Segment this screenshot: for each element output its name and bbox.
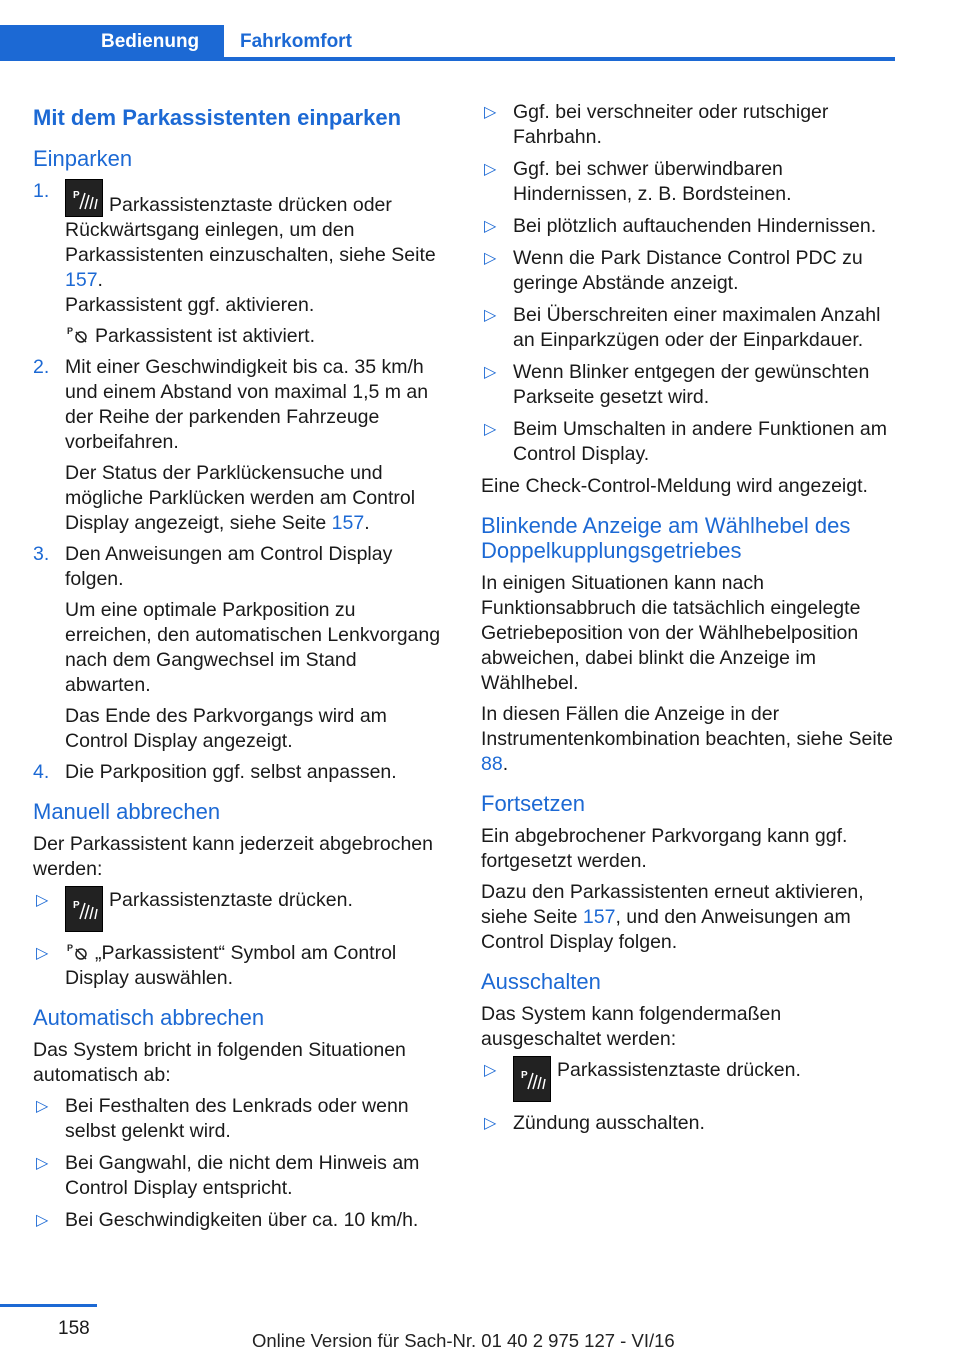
- triangle-bullet-icon: ▷: [484, 104, 497, 121]
- list-item: ▷ Wenn Blinker entgegen der gewünschten Parkseite gesetzt wird.: [484, 361, 870, 408]
- list-item: ▷ Beim Umschalten in andere Funktionen am Control Display.: [484, 418, 887, 465]
- tab-bedienung[interactable]: [0, 25, 224, 61]
- fortsetzen-p2: Dazu den Parkassistenten erneut aktivieren, siehe Seite 157, und den Anweisungen am Control Display folgen.: [481, 881, 864, 953]
- step-3-sub1: Um eine optimale Parkposition zu erreichen, den automatischen Lenkvorgang nach dem Gangwechsel im Stand abwarten.: [65, 599, 441, 696]
- header-rule: [224, 57, 895, 61]
- aus-intro: Das System kann folgendermaßen ausgeschaltet werden:: [481, 1003, 782, 1050]
- blinkend-p2: In diesen Fällen die Anzeige in der Instrumentenkombination beachten, siehe Seite 88.: [481, 703, 893, 775]
- step-number: 3.: [33, 543, 50, 565]
- list-item: ▷ Ggf. bei schwer überwindbaren Hindernissen, z. B. Bordsteinen.: [484, 158, 792, 205]
- list-item: ▷ Bei Überschreiten einer maximalen Anzahl an Einparkzügen oder der Einparkdauer.: [484, 304, 881, 351]
- step-1-line2: Parkassistent ggf. aktivieren.: [65, 294, 315, 316]
- step-2-sub: Der Status der Parklückensuche und mögliche Parklücken werden am Control Display angezeigt, siehe Seite 157.: [65, 462, 416, 534]
- list-item: ▷ Bei Gangwahl, die nicht dem Hinweis am Control Display entspricht.: [36, 1152, 420, 1199]
- park-assist-symbol-icon: [65, 942, 91, 962]
- step-1: 1. P Parkassistenztaste drücken oder Rückwärtsgang einlegen, um den Parkassistenten einzuschalten, siehe Seite 157. Parkassistent ggf. aktivieren. P Parkassistent ist aktiviert.: [33, 179, 445, 349]
- section-blinkend-heading: Blinkende Anzeige am Wählhebel des Doppelkupplungsgetriebes: [481, 513, 851, 563]
- right-column: [481, 100, 896, 1143]
- page-link[interactable]: 157: [65, 269, 98, 291]
- park-assist-button-icon: [513, 1056, 551, 1102]
- list-item: ▷ Bei plötzlich auftauchenden Hindernissen.: [484, 215, 877, 237]
- svg-text:P: P: [521, 1070, 528, 1081]
- step-3-sub2: Das Ende des Parkvorgangs wird am Control Display angezeigt.: [65, 705, 387, 752]
- triangle-bullet-icon: ▷: [36, 1212, 49, 1229]
- triangle-bullet-icon: ▷: [484, 1062, 497, 1079]
- online-version-footer: Online Version für Sach-Nr. 01 40 2 975 127 - VI/16: [252, 1330, 675, 1351]
- list-item: ▷ P Parkassistenztaste drücken.: [481, 1058, 896, 1104]
- triangle-bullet-icon: ▷: [36, 1155, 49, 1172]
- step-4: 4. Die Parkposition ggf. selbst anpassen.: [33, 761, 397, 783]
- page-link[interactable]: 157: [331, 512, 365, 534]
- svg-text:P: P: [73, 190, 80, 201]
- svg-text:P: P: [73, 900, 80, 911]
- triangle-bullet-icon: ▷: [484, 1115, 497, 1132]
- triangle-bullet-icon: ▷: [484, 364, 497, 381]
- park-assist-symbol-icon: [65, 325, 91, 345]
- section-einparken-heading: Einparken: [33, 146, 133, 171]
- list-item: ▷ Bei Geschwindigkeiten über ca. 10 km/h.: [36, 1209, 419, 1231]
- triangle-bullet-icon: ▷: [484, 218, 497, 235]
- section-ausschalten-heading: Ausschalten: [481, 969, 601, 994]
- left-column: [33, 100, 445, 1240]
- park-assist-button-icon: [65, 886, 103, 932]
- tab-fahrkomfort[interactable]: Fahrkomfort: [240, 31, 352, 52]
- list-item: ▷ Wenn die Park Distance Control PDC zu geringe Abstände anzeigt.: [484, 247, 863, 294]
- section-manuell-heading: Manuell abbrechen: [33, 799, 221, 824]
- triangle-bullet-icon: ▷: [484, 421, 497, 438]
- svg-text:P: P: [67, 943, 74, 953]
- list-item: ▷ P Parkassistenztaste drücken.: [33, 888, 445, 934]
- list-item: ▷ Zündung ausschalten.: [484, 1112, 705, 1134]
- step-number: 1.: [33, 180, 50, 202]
- park-assist-button-icon: [65, 179, 103, 217]
- chapter-header: [0, 25, 895, 61]
- step-number: 2.: [33, 356, 50, 378]
- check-control-text: Eine Check-Control-Meldung wird angezeigt.: [481, 475, 868, 497]
- page-title: Mit dem Parkassistenten einparken: [33, 105, 402, 130]
- section-fortsetzen-heading: Fortsetzen: [481, 791, 585, 816]
- manuell-intro: Der Parkassistent kann jederzeit abgebrochen werden:: [33, 833, 433, 880]
- step-number: 4.: [33, 761, 50, 783]
- blinkend-p1: In einigen Situationen kann nach Funktionsabbruch die tatsächlich eingelegte Getriebeposition von der Wählhebelposition abweichen, dabei blinkt die Anzeige im Wählhebel.: [481, 572, 861, 694]
- list-item: ▷ Ggf. bei verschneiter oder rutschiger Fahrbahn.: [484, 101, 829, 148]
- step-1-sub: P Parkassistent ist aktiviert.: [67, 325, 315, 347]
- triangle-bullet-icon: ▷: [484, 161, 497, 178]
- footer-rule: [0, 1304, 97, 1307]
- svg-text:P: P: [67, 326, 74, 336]
- triangle-bullet-icon: ▷: [484, 250, 497, 267]
- step-2: 2. Mit einer Geschwindigkeit bis ca. 35 km/h und einem Abstand von maximal 1,5 m an der Reihe der parkenden Fahrzeuge vorbeifahren. Der Status der Parklückensuche und mögliche Parklücken werden am Control Display angezeigt, siehe Seite 157.: [33, 355, 445, 536]
- fortsetzen-p1: Ein abgebrochener Parkvorgang kann ggf. fortgesetzt werden.: [481, 825, 848, 872]
- list-item: ▷ Bei Festhalten des Lenkrads oder wenn selbst gelenkt wird.: [36, 1095, 409, 1142]
- page-link[interactable]: 157: [582, 906, 616, 928]
- tab-bedienung-label: Bedienung: [101, 31, 200, 52]
- triangle-bullet-icon: ▷: [36, 1098, 49, 1115]
- list-item: ▷ P „Parkassistent“ Symbol am Control Display auswählen.: [36, 942, 397, 989]
- page-link[interactable]: 88: [481, 753, 503, 775]
- triangle-bullet-icon: ▷: [36, 892, 49, 909]
- triangle-bullet-icon: ▷: [36, 945, 49, 962]
- triangle-bullet-icon: ▷: [484, 307, 497, 324]
- step-1-text: Parkassistenztaste drücken oder Rückwärtsgang einlegen, um den Parkassistenten einzuschalten, siehe Seite: [65, 194, 436, 266]
- step-3: 3. Den Anweisungen am Control Display folgen. Um eine optimale Parkposition zu erreichen, den automatischen Lenkvorgang nach dem Gangwechsel im Stand abwarten. Das Ende des Parkvorgangs wird am Control Display angezeigt.: [33, 542, 445, 754]
- auto-intro: Das System bricht in folgenden Situationen automatisch ab:: [33, 1039, 406, 1086]
- page-number: 158: [58, 1318, 90, 1339]
- section-auto-heading: Automatisch abbrechen: [33, 1005, 265, 1030]
